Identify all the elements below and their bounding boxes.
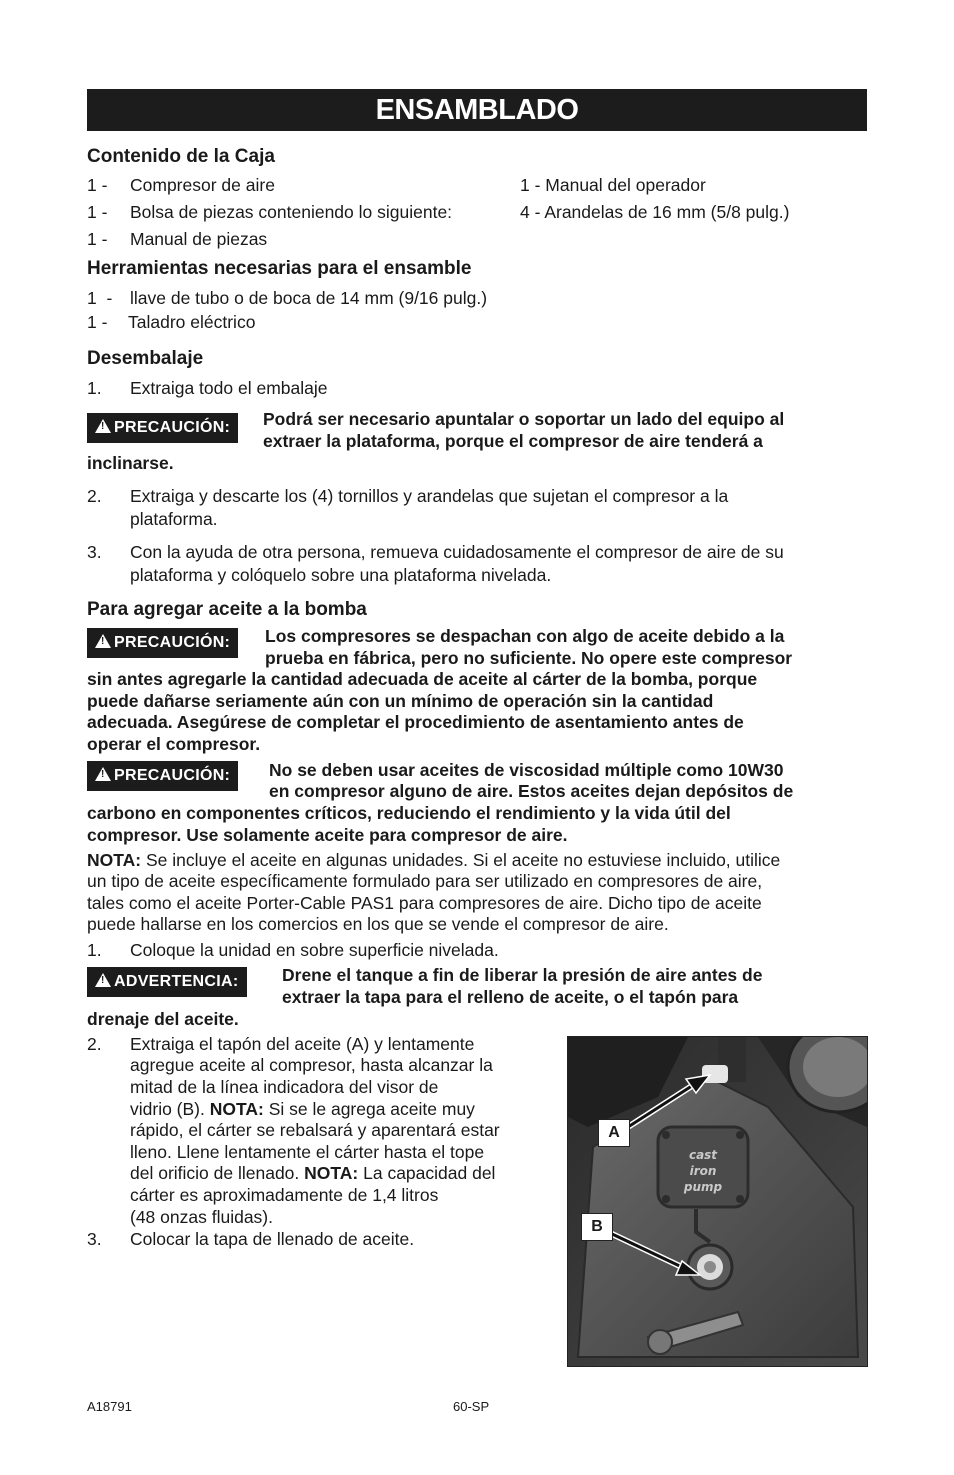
oil-step1-num: 1. xyxy=(87,940,102,960)
tools-qty-1: 1 - xyxy=(87,288,113,308)
caution-badge xyxy=(87,413,238,443)
note-text: Se incluye el aceite en algunas unidades. Si el aceite no estuviese incluido, utilice xyxy=(141,850,781,870)
contents-right-item-2: 4 - Arandelas de 16 mm (5/8 pulg.) xyxy=(520,202,790,222)
caution-text-line: inclinarse. xyxy=(87,453,174,473)
caution-text-line: Podrá ser necesario apuntalar o soportar un lado del equipo al xyxy=(263,409,785,429)
oil-step2-line: (48 onzas fluidas). xyxy=(130,1207,273,1227)
contents-qty-3: 1 - xyxy=(87,229,108,249)
unpacking-step1-num: 1. xyxy=(87,378,102,398)
unpacking-heading: Desembalaje xyxy=(87,348,204,369)
caution-text-line: extraer la plataforma, porque el compresor de aire tenderá a xyxy=(263,431,763,451)
oil-step2-num: 2. xyxy=(87,1034,102,1054)
contents-item-2: Bolsa de piezas conteniendo lo siguiente: xyxy=(130,202,453,222)
caution-text-line: prueba en fábrica, pero no suficiente. No opere este compresor xyxy=(265,648,793,668)
warning-text-line: drenaje del aceite. xyxy=(87,1009,239,1029)
oil-step2-line xyxy=(130,1098,475,1120)
caution-text-line: carbono en componentes críticos, reduciendo el rendimiento y la vida útil del xyxy=(87,803,731,823)
unpacking-step1-text: Extraiga todo el embalaje xyxy=(130,378,328,398)
label-a: A xyxy=(598,1119,630,1147)
note-label: NOTA: xyxy=(87,850,142,870)
caution-badge xyxy=(87,628,238,658)
tools-heading: Herramientas necesarias para el ensamble xyxy=(87,258,472,279)
caution-badge-label: PRECAUCIÓN: xyxy=(114,767,231,784)
tools-qty-2: 1 - xyxy=(87,312,108,332)
document-code: A18791 xyxy=(87,1399,132,1414)
pump-pump-text: pump xyxy=(683,1180,723,1194)
contents-right-item-1: 1 - Manual del operador xyxy=(520,175,706,195)
warning-badge xyxy=(87,967,247,997)
tools-item-2: Taladro eléctrico xyxy=(128,312,256,332)
oil-step3-num: 3. xyxy=(87,1229,102,1249)
caution-text-line: compresor. Use solamente aceite para compresor de aire. xyxy=(87,825,568,845)
caution-badge-label: PRECAUCIÓN: xyxy=(114,634,231,651)
caution-badge xyxy=(87,761,238,791)
note-line: un tipo de aceite específicamente formulado para ser utilizado en compresores de aire, xyxy=(87,871,763,891)
oil-step2-line: Extraiga el tapón del aceite (A) y lentamente xyxy=(130,1034,475,1054)
caution-badge-label: PRECAUCIÓN: xyxy=(114,419,231,436)
note-line xyxy=(87,849,780,871)
warning-triangle-icon xyxy=(95,419,111,433)
oil-step2-text: vidrio (B). xyxy=(130,1099,210,1119)
caution-text-line: adecuada. Asegúrese de completar el procedimiento de asentamiento antes de xyxy=(87,712,744,732)
oil-heading: Para agregar aceite a la bomba xyxy=(87,599,367,620)
pump-cast-text: cast xyxy=(688,1148,718,1162)
caution-text-line: No se deben usar aceites de viscosidad múltiple como 10W30 xyxy=(269,760,784,780)
oil-step2-line: lleno. Llene lentamente el cárter hasta el tope xyxy=(130,1142,485,1162)
caution-text-line: Los compresores se despachan con algo de aceite debido a la xyxy=(265,626,785,646)
contents-qty-1: 1 - xyxy=(87,175,108,195)
note-line: tales como el aceite Porter-Cable PAS1 para compresores de aire. Dicho tipo de aceite xyxy=(87,893,762,913)
unpacking-step3-text: Con la ayuda de otra persona, remueva cuidadosamente el compresor de aire de su xyxy=(130,542,784,562)
unpacking-step2-text: plataforma. xyxy=(130,509,218,529)
section-title: ENSAMBLADO xyxy=(87,89,867,131)
unpacking-step2-text: Extraiga y descarte los (4) tornillos y arandelas que sujetan el compresor a la xyxy=(130,486,729,506)
caution-text-line: en compresor alguno de aire. Estos aceites dejan depósitos de xyxy=(269,781,794,801)
warning-text-line: Drene el tanque a fin de liberar la presión de aire antes de xyxy=(282,965,763,985)
pump-illustration xyxy=(568,1037,867,1366)
caution-text-line: sin antes agregarle la cantidad adecuada de aceite al cárter de la bomba, porque xyxy=(87,669,758,689)
note-line: puede hallarse en los comercios en los que se vende el compresor de aire. xyxy=(87,914,669,934)
oil-step2-line: rápido, el cárter se rebalsará y aparentará estar xyxy=(130,1120,500,1140)
caution-text-line: operar el compresor. xyxy=(87,734,261,754)
contents-qty-2: 1 - xyxy=(87,202,108,222)
oil-step2-text: del orificio de llenado. xyxy=(130,1163,305,1183)
warning-triangle-icon xyxy=(95,973,111,987)
oil-step2-line xyxy=(130,1162,495,1184)
oil-step2-line: mitad de la línea indicadora del visor de xyxy=(130,1077,439,1097)
caution-text-line: puede dañarse seriamente aún con un mínimo de operación sin la cantidad xyxy=(87,691,714,711)
warning-badge-label: ADVERTENCIA: xyxy=(114,973,239,990)
pump-photo xyxy=(567,1036,868,1367)
page-number: 60-SP xyxy=(453,1399,490,1414)
oil-step2-line: agregue aceite al compresor, hasta alcanzar la xyxy=(130,1055,493,1075)
note-label: NOTA: xyxy=(209,1099,264,1119)
tools-item-1: llave de tubo o de boca de 14 mm (9/16 pulg.) xyxy=(130,288,488,308)
unpacking-step3-num: 3. xyxy=(87,542,102,562)
label-b: B xyxy=(581,1213,613,1241)
oil-step1-text: Coloque la unidad en sobre superficie nivelada. xyxy=(130,940,499,960)
warning-triangle-icon xyxy=(95,634,111,648)
contents-item-3: Manual de piezas xyxy=(130,229,268,249)
oil-step2-line: cárter es aproximadamente de 1,4 litros xyxy=(130,1185,439,1205)
pump-iron-text: iron xyxy=(689,1164,717,1178)
contents-item-1: Compresor de aire xyxy=(130,175,275,195)
warning-triangle-icon xyxy=(95,767,111,781)
warning-text-line: extraer la tapa para el relleno de aceite, o el tapón para xyxy=(282,987,739,1007)
note-label: NOTA: xyxy=(304,1163,359,1183)
oil-step2-text: La capacidad del xyxy=(358,1163,496,1183)
oil-step3-text: Colocar la tapa de llenado de aceite. xyxy=(130,1229,415,1249)
unpacking-step3-text: plataforma y colóquelo sobre una plataforma nivelada. xyxy=(130,565,552,585)
unpacking-step2-num: 2. xyxy=(87,486,102,506)
oil-step2-text: Si se le agrega aceite muy xyxy=(263,1099,475,1119)
contents-heading: Contenido de la Caja xyxy=(87,146,275,167)
